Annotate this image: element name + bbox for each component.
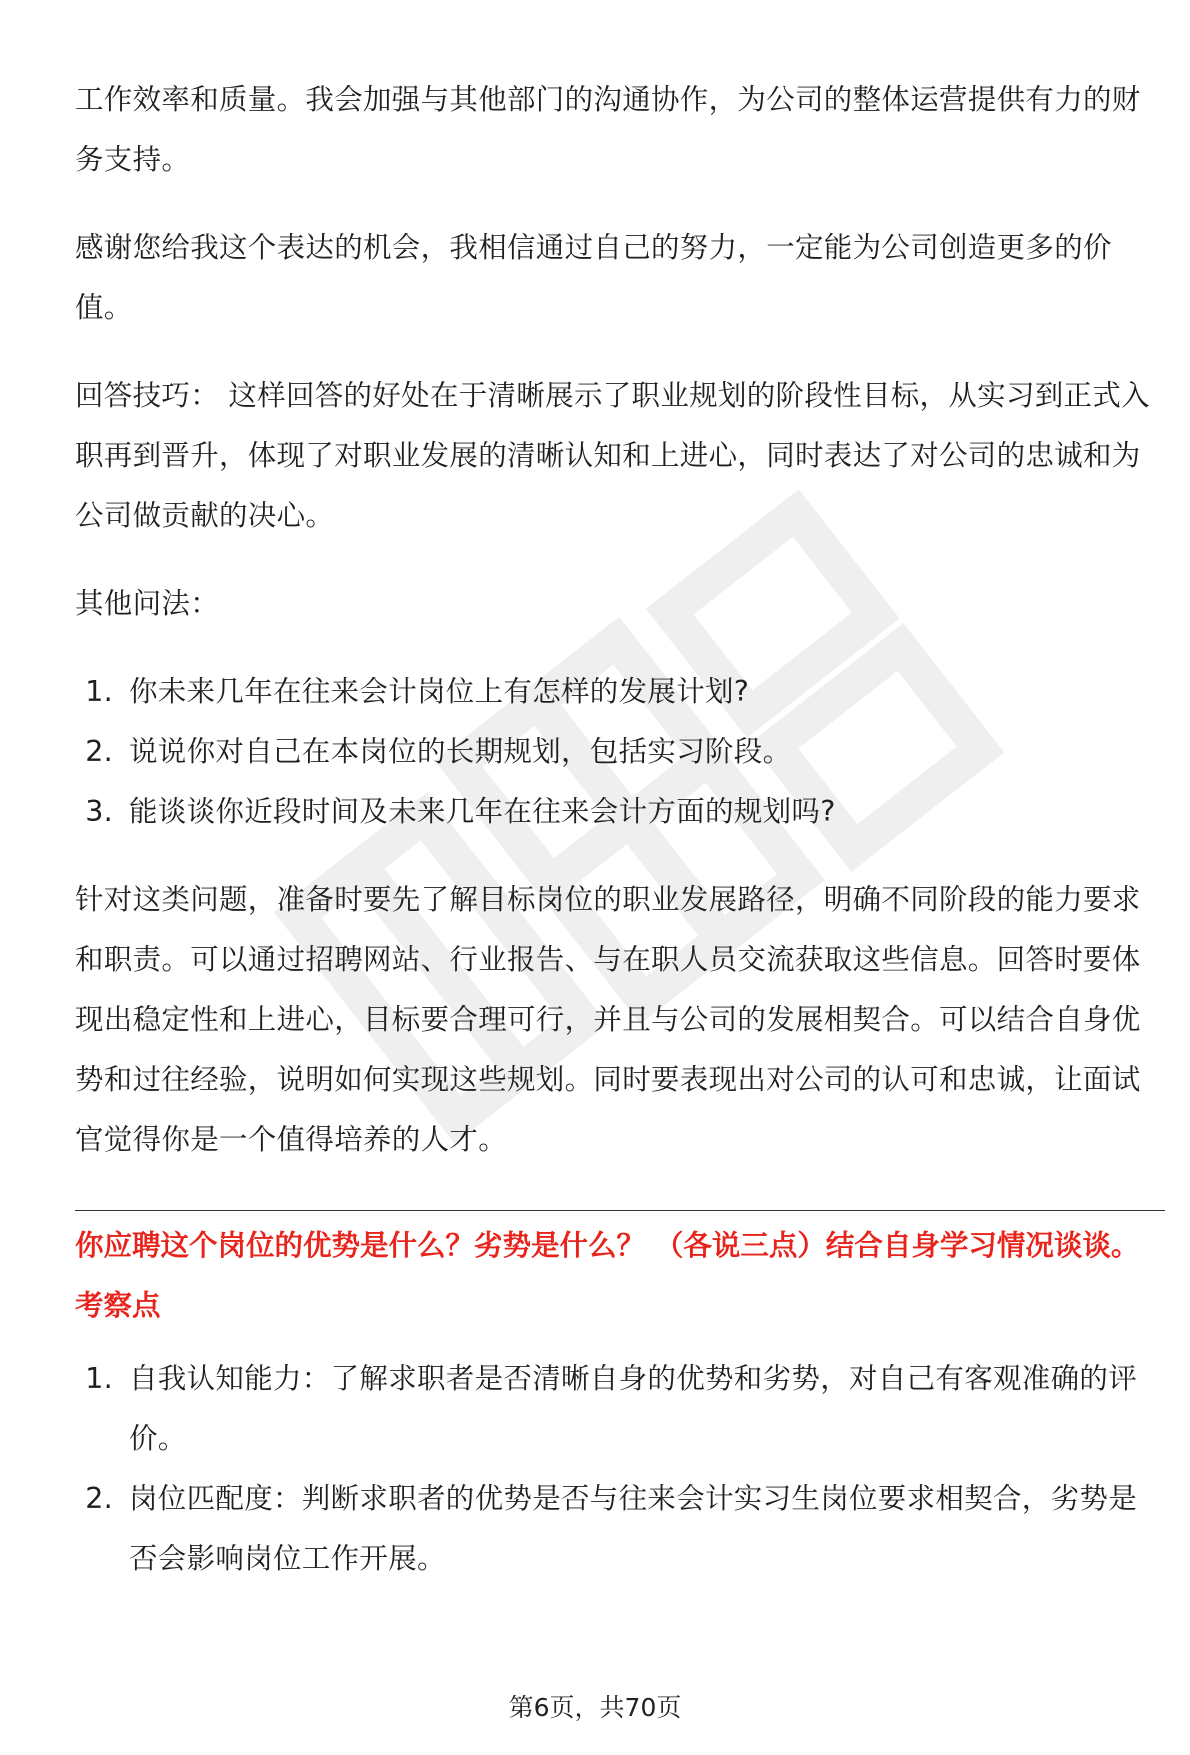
- assessment-points-list: [75, 1349, 1165, 1589]
- list-text: 自我认知能力：了解求职者是否清晰自身的优势和劣势，对自己有客观准确的评价。: [129, 1362, 1138, 1455]
- list-number: 3.: [85, 795, 113, 828]
- list-item: [75, 1469, 1165, 1589]
- list-text: 岗位匹配度：判断求职者的优势是否与往来会计实习生岗位要求相契合，劣势是否会影响岗位工作开展。: [129, 1482, 1138, 1575]
- other-questions-list: [75, 662, 1165, 842]
- section-divider: [75, 1210, 1165, 1211]
- paragraph-preparation-advice: 针对这类问题，准备时要先了解目标岗位的职业发展路径，明确不同阶段的能力要求和职责。可以通过招聘网站、行业报告、与在职人员交流获取这些信息。回答时要体现出稳定性和上进心，目标要合理可行，并且与公司的发展相契合。可以结合自身优势和过往经验，说明如何实现这些规划。同时要表现出对公司的认可和忠诚，让面试官觉得你是一个值得培养的人才。: [75, 883, 1141, 1156]
- other-questions-label: 其他问法：: [75, 587, 220, 620]
- list-number: 2.: [85, 1482, 113, 1515]
- paragraph-thanks: 感谢您给我这个表达的机会，我相信通过自己的努力，一定能为公司创造更多的价值。: [75, 231, 1112, 324]
- list-text: 能谈谈你近段时间及未来几年在往来会计方面的规划吗?: [129, 795, 836, 828]
- list-item: [75, 1349, 1165, 1469]
- list-number: 2.: [85, 735, 113, 768]
- paragraph-answer-tips: 回答技巧： 这样回答的好处在于清晰展示了职业规划的阶段性目标，从实习到正式入职再到晋升，体现了对职业发展的清晰认知和上进心，同时表达了对公司的忠诚和为公司做贡献的决心。: [75, 379, 1150, 532]
- list-number: 1.: [85, 675, 113, 708]
- list-item: [75, 782, 1165, 842]
- page-number-footer: 第6页，共70页: [508, 1693, 682, 1722]
- list-text: 说说你对自己在本岗位的长期规划，包括实习阶段。: [129, 735, 792, 768]
- page-content: [75, 70, 1165, 1589]
- question-heading: 你应聘这个岗位的优势是什么？劣势是什么？ （各说三点）结合自身学习情况谈谈。: [75, 1229, 1140, 1262]
- paragraph-continued: 工作效率和质量。我会加强与其他部门的沟通协作，为公司的整体运营提供有力的财务支持。: [75, 83, 1141, 176]
- list-item: [75, 662, 1165, 722]
- list-item: [75, 722, 1165, 782]
- section-label-assessment: 考察点: [75, 1289, 161, 1322]
- list-number: 1.: [85, 1362, 113, 1395]
- list-text: 你未来几年在往来会计岗位上有怎样的发展计划?: [129, 675, 750, 708]
